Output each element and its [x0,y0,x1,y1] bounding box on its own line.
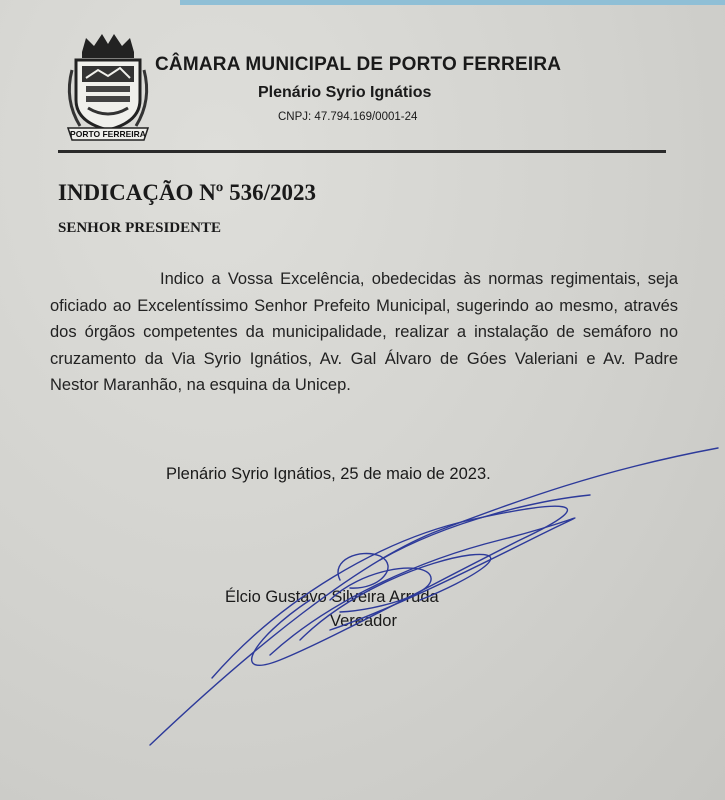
signer-role: Vereador [330,612,397,630]
header-divider [58,150,666,153]
top-edge-strip [180,0,725,5]
seal-caption: PORTO FERREIRA [70,129,146,139]
institution-title: CÂMARA MUNICIPAL DE PORTO FERREIRA [155,54,562,75]
document-title: INDICAÇÃO Nº 536/2023 [58,180,317,205]
place-date: Plenário Syrio Ignátios, 25 de maio de 2023. [166,465,491,483]
institution-subtitle: Plenário Syrio Ignátios [258,84,432,101]
document-body: Indico a Vossa Excelência, obedecidas às normas regimentais, seja oficiado ao Excelentíssimo Senhor Prefeito Municipal, sugerindo ao mesmo, através dos órgãos competentes da municipalidade, realizar a instalação de semáforo no cruzamento da Via Syrio Ignátios, Av. Gal Álvaro de Góes Valeriani e Av. Padre Nestor Maranhão, na esquina da Unicep. [50,270,678,394]
institution-cnpj: CNPJ: 47.794.169/0001-24 [278,111,418,123]
salutation: SENHOR PRESIDENTE [58,220,221,236]
signer-name: Élcio Gustavo Silveira Arruda [225,588,439,606]
municipal-seal-icon [62,30,154,142]
